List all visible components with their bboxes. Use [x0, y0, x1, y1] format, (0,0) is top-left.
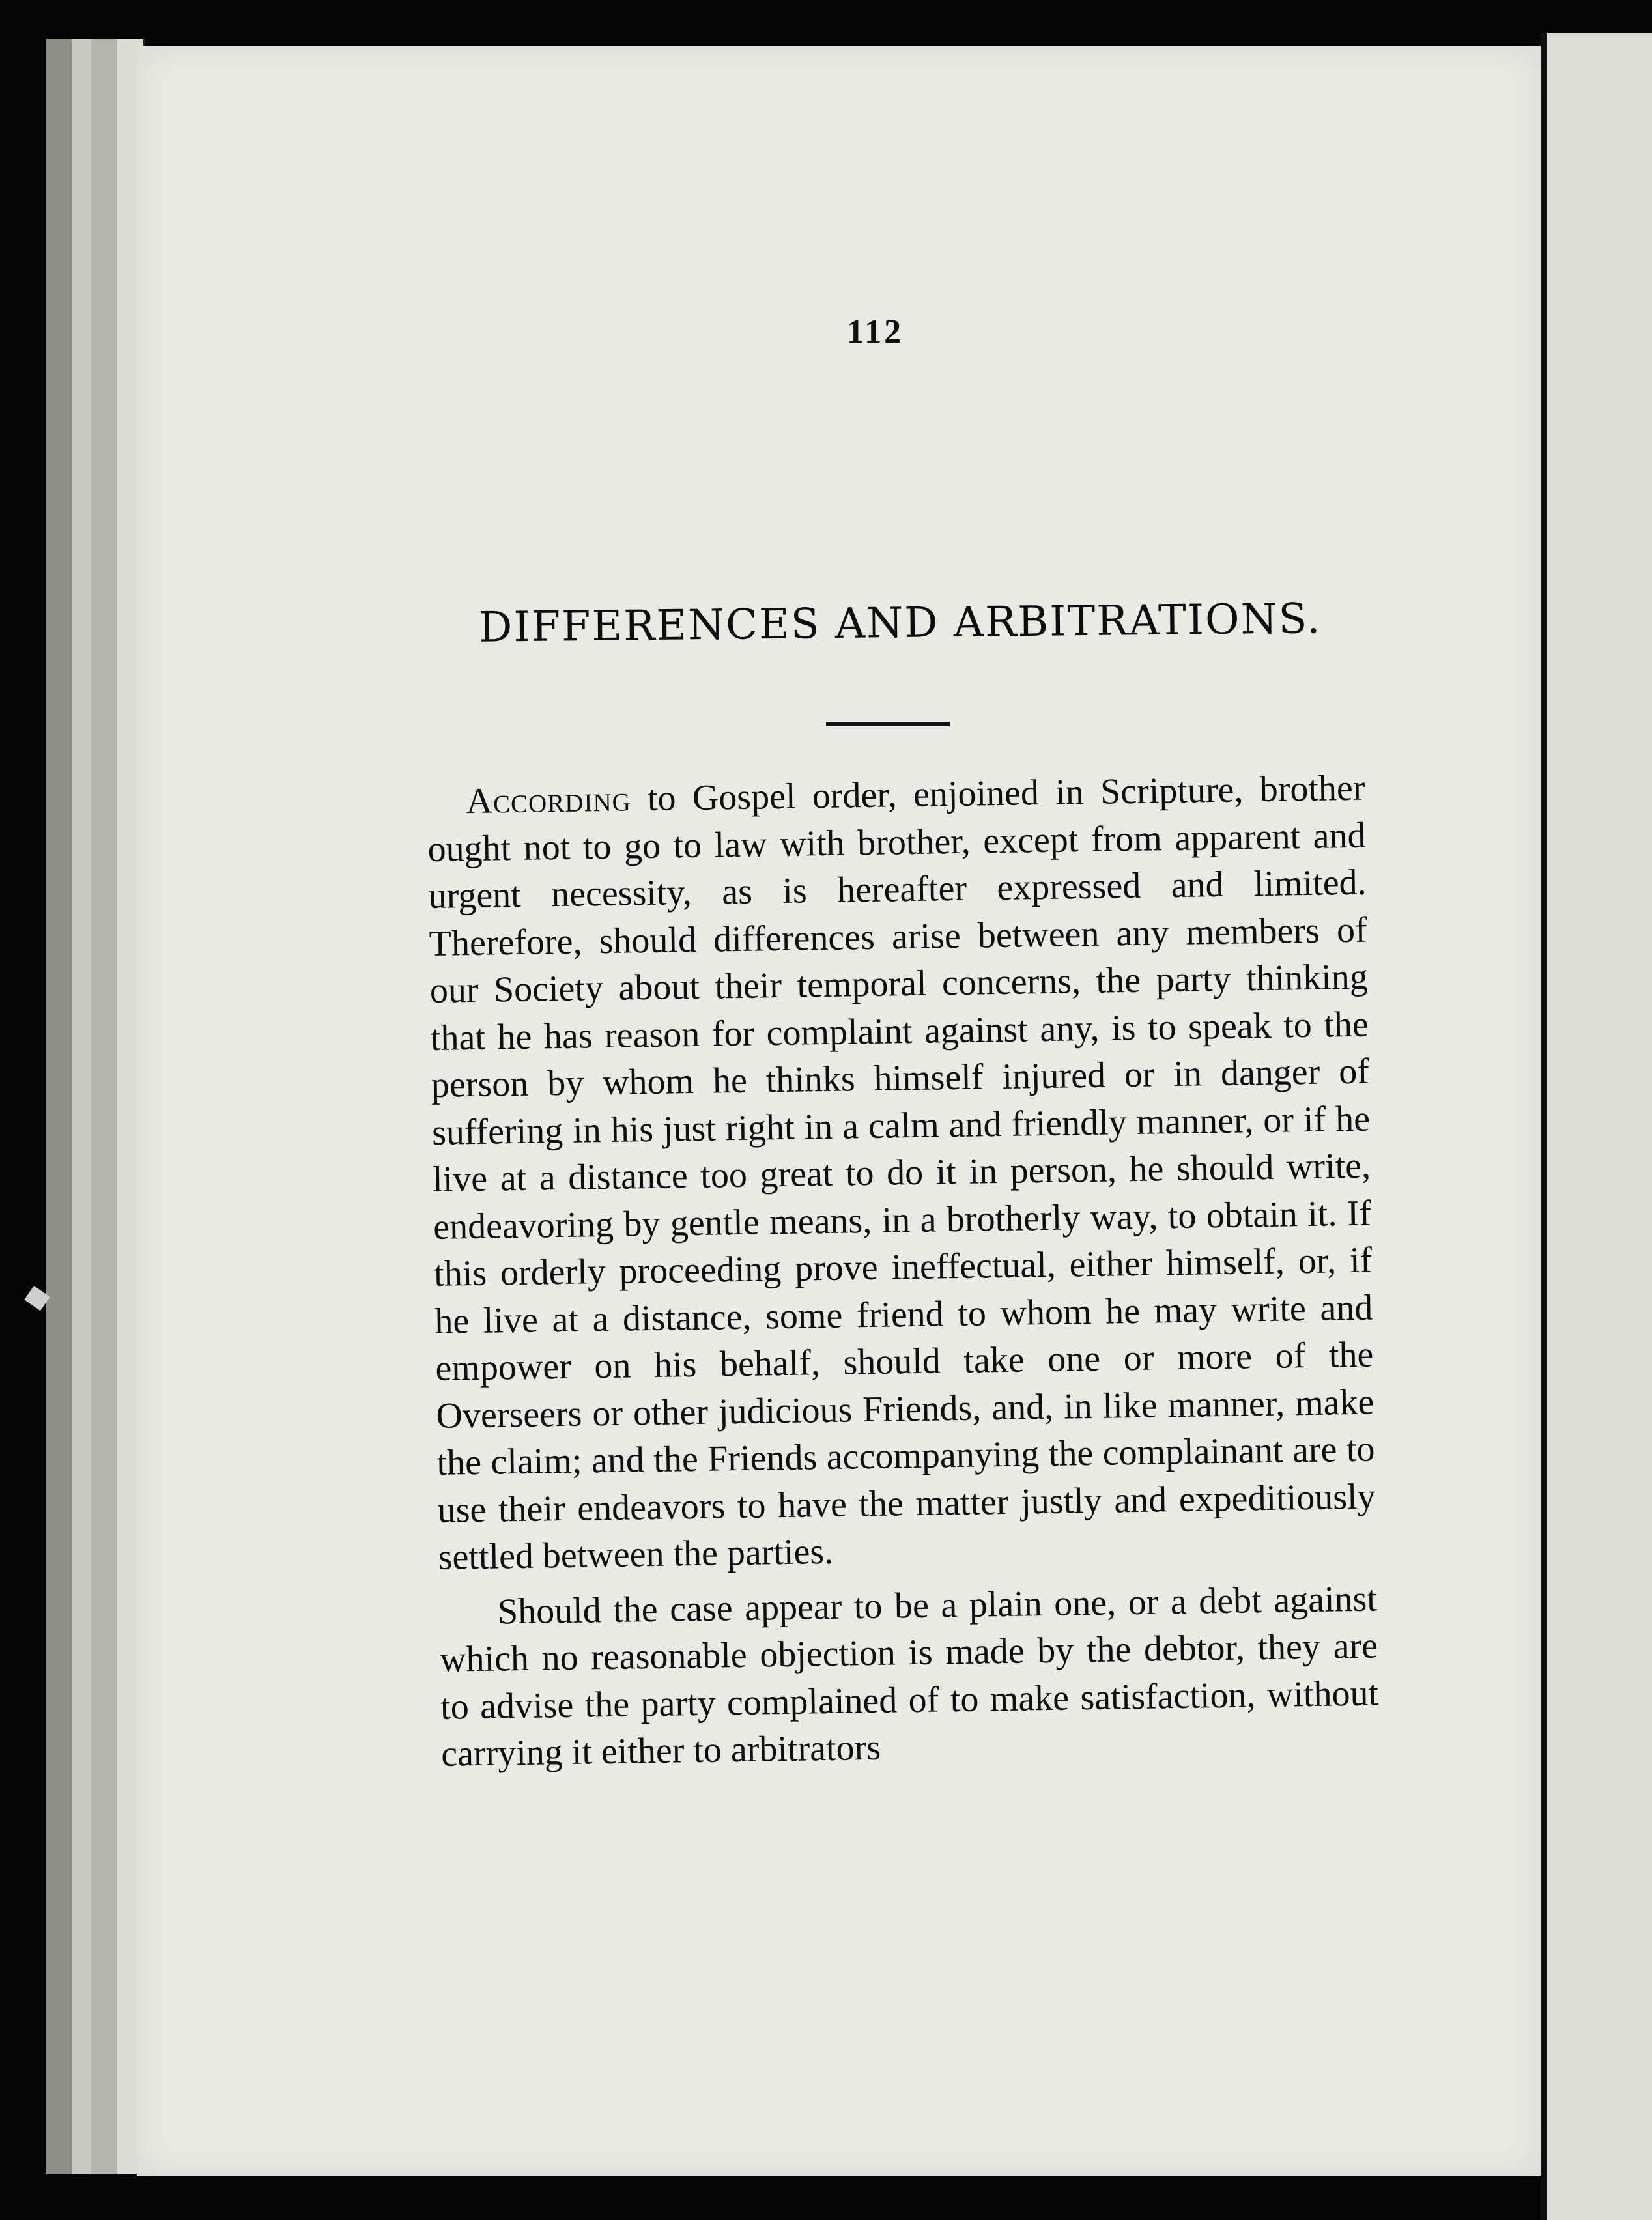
- page-edge: [91, 39, 119, 2174]
- heading-rule: [826, 722, 950, 726]
- section-heading: DIFFERENCES AND ARBITRATIONS.: [478, 595, 1322, 652]
- page-number: 112: [847, 313, 904, 350]
- paragraph-2: Should the case appear to be a plain one, or a debt against which no reasonable objection is made by the debtor, they are to advise the party complained of to make satisfaction, without carrying it either to arbitrators: [439, 1578, 1379, 1774]
- adjacent-page-edge: [1541, 33, 1652, 2220]
- paragraph-lead-word: According: [466, 778, 632, 822]
- page-edge: [46, 39, 74, 2174]
- page-edge: [72, 39, 93, 2174]
- body-text: [427, 765, 1380, 1778]
- paragraph-1-text: to Gospel order, enjoined in Scripture, brother ought not to go to law with brother, except from apparent and urgent necessity, as is hereafter expressed and limited. Therefore, should differences arise between any members of our Society about their temporal concerns, the party thinking that he has reason for complaint against any, is to speak to the person by whom he thinks himself injured or in danger of suffering in his just right in a calm and friendly manner, or if he live at a distance too great to do it in person, he should write, endeavoring by gentle means, in a brotherly way, to obtain it. If this orderly proceeding prove ineffectual, either himself, or, if he live at a distance, some friend to whom he may write and empower on his behalf, should take one or more of the Overseers or other judicious Friends, and, in like manner, make the claim; and the Friends accompanying the complainant are to use their endeavors to have the matter justly and expeditiously settled between the parties.: [427, 767, 1376, 1578]
- indent-spacer: [427, 813, 466, 814]
- paragraph-1: [427, 765, 1376, 1582]
